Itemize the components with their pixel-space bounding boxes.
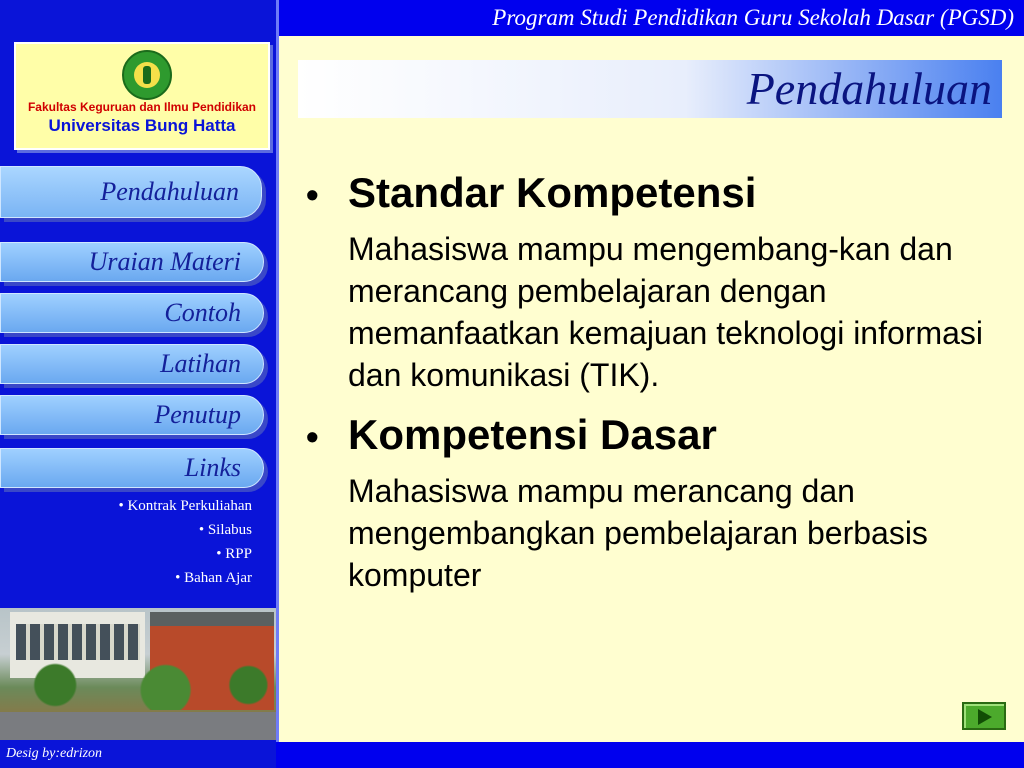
top-bar: [279, 0, 1024, 36]
nav-label: Contoh: [164, 298, 241, 327]
nav-pendahuluan[interactable]: [0, 166, 262, 218]
campus-road: [0, 712, 276, 740]
nav-label: Uraian Materi: [88, 247, 241, 276]
nav-label: Latihan: [160, 349, 241, 378]
link-rpp[interactable]: • RPP: [216, 546, 252, 562]
nav-label: Penutup: [154, 400, 241, 429]
design-credit: Desig by:edrizon: [6, 746, 103, 761]
heading-text: Standar Kompetensi: [348, 169, 757, 216]
nav-penutup[interactable]: [0, 395, 264, 435]
nav-links[interactable]: [0, 448, 264, 488]
link-silabus[interactable]: • Silabus: [198, 522, 252, 538]
bullet-icon: •: [306, 174, 319, 215]
section-paragraph: Mahasiswa mampu merancang dan mengembangkan pembelajaran berbasis komputer: [348, 473, 928, 593]
slide-title: Pendahuluan: [746, 63, 992, 114]
program-title: Program Studi Pendidikan Guru Sekolah Dasar (PGSD): [492, 5, 1014, 30]
logo-faculty-text: Fakultas Keguruan dan Ilmu Pendidikan: [27, 100, 257, 114]
section-heading: [306, 166, 1006, 222]
section-paragraph: Mahasiswa mampu mengembang-kan dan merancang pembelajaran dengan memanfaatkan kemajuan teknologi informasi dan komunikasi (TIK).: [348, 231, 983, 393]
play-next-icon: [978, 709, 992, 725]
slide-body: [306, 166, 1006, 608]
nav-contoh[interactable]: [0, 293, 264, 333]
link-bahan-ajar[interactable]: • Bahan Ajar: [175, 570, 252, 586]
bullet-icon: •: [306, 416, 319, 457]
campus-trees: [0, 660, 276, 710]
university-emblem-icon: [122, 50, 172, 100]
link-kontrak-perkuliahan[interactable]: • Kontrak Perkuliahan: [118, 498, 252, 514]
section-heading: [306, 408, 1006, 464]
nav-label: Links: [184, 453, 241, 482]
next-slide-button[interactable]: [962, 702, 1006, 730]
nav-uraian-materi[interactable]: [0, 242, 264, 282]
nav-label: Pendahuluan: [100, 177, 239, 206]
heading-text: Kompetensi Dasar: [348, 411, 717, 458]
nav-latihan[interactable]: [0, 344, 264, 384]
links-list: [0, 494, 252, 590]
logo-university-text: Universitas Bung Hatta: [48, 116, 236, 135]
university-logo: [14, 42, 270, 150]
